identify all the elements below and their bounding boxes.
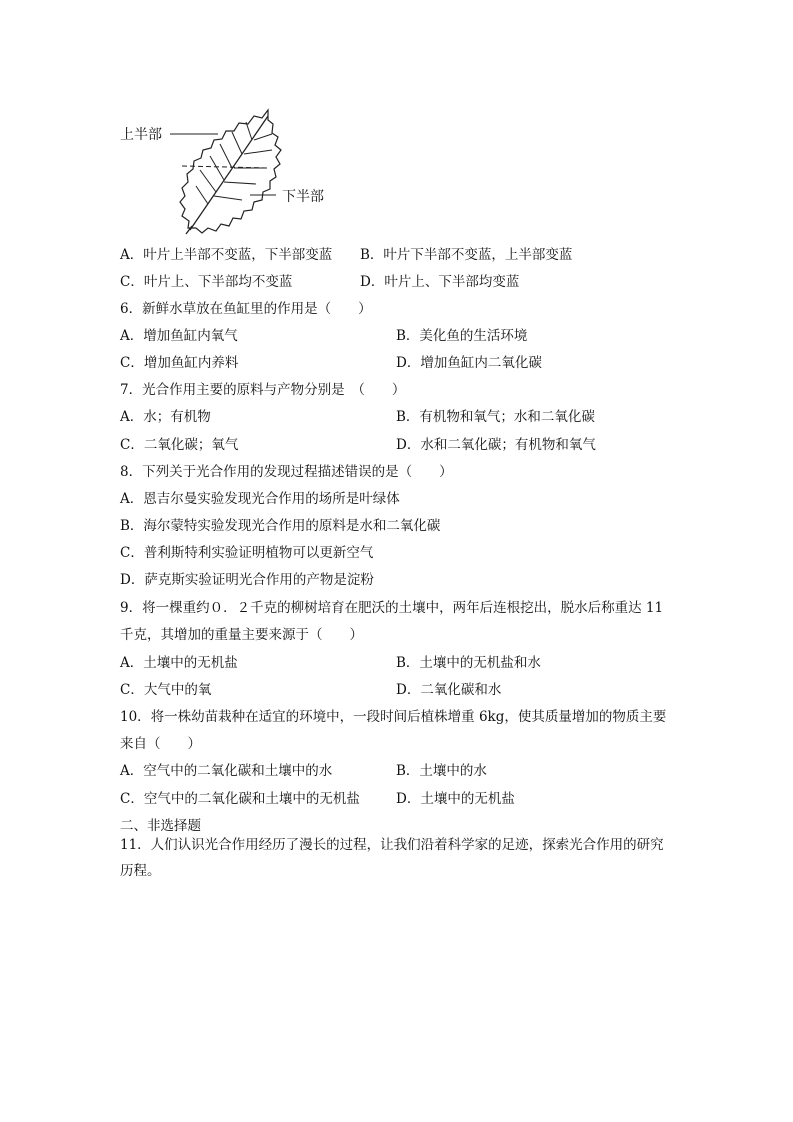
q6-option-b: B．美化鱼的生活环境: [396, 328, 528, 344]
q10-option-d: D．土壤中的无机盐: [396, 791, 515, 807]
q7-option-a: A．水；有机物: [120, 409, 211, 425]
q11-stem-line1: 11．人们认识光合作用经历了漫长的过程，让我们沿着科学家的足迹，探索光合作用的研究: [120, 837, 664, 853]
q7-option-d: D．水和二氧化碳；有机物和氧气: [396, 437, 596, 453]
q8-option-b: B．海尔蒙特实验发现光合作用的原料是水和二氧化碳: [120, 518, 441, 534]
q5-option-a: A．叶片上半部不变蓝，下半部变蓝: [120, 247, 333, 263]
q7-option-c: C．二氧化碳；氧气: [120, 437, 239, 453]
q11-stem-line2: 历程。: [120, 863, 161, 879]
q9-option-d: D．二氧化碳和水: [396, 682, 502, 698]
q8-option-c: C．普利斯特利实验证明植物可以更新空气: [120, 545, 374, 561]
section-title-non-choice: 二、非选择题: [120, 818, 201, 834]
q5-option-d: D．叶片上、下半部均变蓝: [360, 274, 520, 290]
q9-option-b: B．土壤中的无机盐和水: [396, 655, 541, 671]
q10-option-b: B．土壤中的水: [396, 763, 487, 779]
q9-option-c: C．大气中的氧: [120, 682, 212, 698]
q6-option-d: D．增加鱼缸内二氧化碳: [396, 355, 542, 371]
q6-option-a: A．增加鱼缸内氧气: [120, 328, 238, 344]
q8-stem: 8．下列关于光合作用的发现过程描述错误的是（ ）: [120, 464, 453, 480]
q8-option-d: D．萨克斯实验证明光合作用的产物是淀粉: [120, 572, 374, 588]
q6-option-c: C．增加鱼缸内养料: [120, 355, 239, 371]
q9-stem-line2: 千克，其增加的重量主要来源于（ ）: [120, 627, 363, 643]
leaf-diagram: [118, 104, 348, 236]
q10-stem-line2: 来自（ ）: [120, 736, 201, 752]
label-upper-half: 上半部: [120, 127, 162, 143]
q7-stem: 7．光合作用主要的原料与产物分别是 （ ）: [120, 382, 406, 398]
q9-stem-line1: 9．将一棵重约０．２千克的柳树培育在肥沃的土壤中，两年后连根挖出，脱水后称重达 11: [120, 600, 664, 616]
q6-stem: 6．新鲜水草放在鱼缸里的作用是（ ）: [120, 301, 372, 317]
q10-option-c: C．空气中的二氧化碳和土壤中的无机盐: [120, 791, 360, 807]
q10-stem-line1: 10．将一株幼苗栽种在适宜的环境中，一段时间后植株增重 6kg，使其质量增加的物质主要: [120, 709, 667, 725]
q8-option-a: A．恩吉尔曼实验发现光合作用的场所是叶绿体: [120, 491, 400, 507]
q5-option-c: C．叶片上、下半部均不变蓝: [120, 274, 293, 290]
q5-option-b: B．叶片下半部不变蓝，上半部变蓝: [360, 247, 573, 263]
label-lower-half: 下半部: [282, 189, 324, 205]
q7-option-b: B．有机物和氧气；水和二氧化碳: [396, 409, 595, 425]
q10-option-a: A．空气中的二氧化碳和土壤中的水: [120, 763, 333, 779]
q9-option-a: A．土壤中的无机盐: [120, 655, 238, 671]
